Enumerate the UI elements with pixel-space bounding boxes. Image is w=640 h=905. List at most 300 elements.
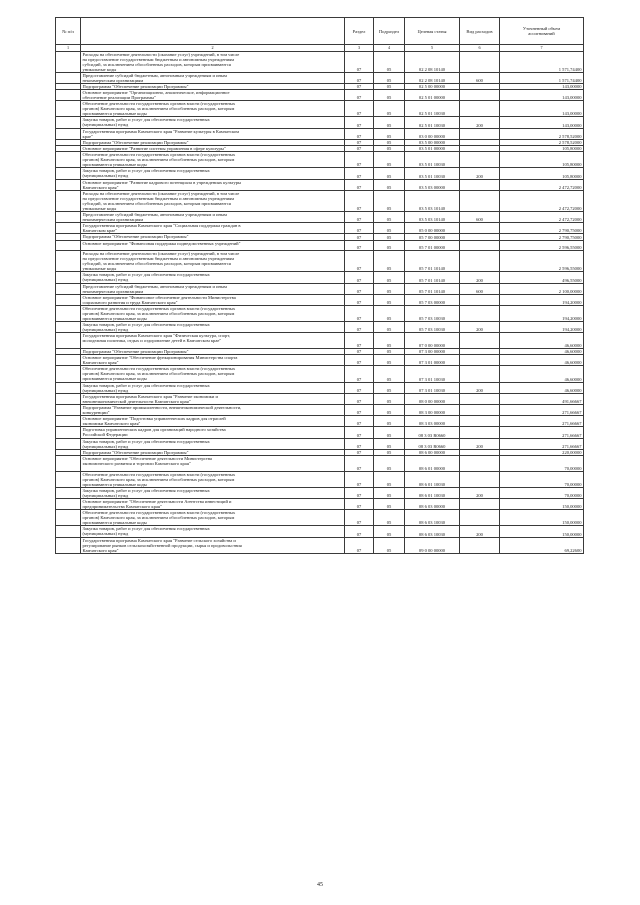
row-name-cell: Предоставление субсидий бюджетным, автономным учреждениям и иным некоммерческим организациям (81, 211, 345, 222)
row-subsection-cell: 05 (374, 305, 405, 321)
row-amount-cell: 2 578,52000 (500, 139, 584, 145)
row-amount-cell: 143,00000 (500, 83, 584, 89)
table-row (56, 90, 584, 101)
document-sheet (55, 17, 583, 554)
row-section-cell: 07 (345, 139, 374, 145)
row-subsection-cell: 05 (374, 404, 405, 415)
row-expense-type-cell (460, 416, 500, 427)
row-number-cell (56, 168, 81, 179)
row-amount-cell: 46,60000 (500, 333, 584, 349)
row-name-cell: Закупка товаров, работ и услуг для обеспечения государственных (муниципальных) нужд (81, 438, 345, 449)
row-target-article-cell: 08 3 00 00000 (405, 404, 460, 415)
row-name-cell: Основное мероприятие "Финансовое обеспечение деятельности Министерства социального развития и труда Камчатского края" (81, 294, 345, 305)
table-row (56, 382, 584, 393)
row-subsection-cell: 05 (374, 168, 405, 179)
row-name-cell: Подпрограмма "Обеспечение реализации Программы" (81, 83, 345, 89)
row-amount-cell: 2 578,52000 (500, 128, 584, 139)
table-row (56, 101, 584, 117)
header-num: № п/п (56, 18, 81, 45)
row-number-cell (56, 498, 81, 509)
row-amount-cell: 194,20000 (500, 294, 584, 305)
row-number-cell (56, 128, 81, 139)
row-target-article-cell: 03 0 00 00000 (405, 128, 460, 139)
row-subsection-cell: 05 (374, 355, 405, 366)
row-target-article-cell: 07 0 00 00000 (405, 333, 460, 349)
row-name-cell: Государственная программа Камчатского края "Развитие экономики и внешнеэкономической деятельности Камчатского края" (81, 393, 345, 404)
row-section-cell: 07 (345, 146, 374, 152)
row-amount-cell: 491,66667 (500, 393, 584, 404)
row-expense-type-cell: 200 (460, 117, 500, 128)
row-subsection-cell: 05 (374, 223, 405, 234)
table-row (56, 526, 584, 537)
row-name-cell: Государственная программа Камчатского края "Развитие сельского хозяйства и регулирование рынков сельскохозяйственной продукции, сырья и продовольствия Камчатского края" (81, 537, 345, 553)
row-section-cell: 07 (345, 294, 374, 305)
row-number-cell (56, 117, 81, 128)
row-name-cell: Государственная программа Камчатского края "Развитие культуры в Камчатском крае" (81, 128, 345, 139)
column-number: 3 (345, 45, 374, 52)
row-section-cell: 07 (345, 349, 374, 355)
row-target-article-cell: 05 7 01 00000 (405, 240, 460, 251)
row-number-cell (56, 272, 81, 283)
row-subsection-cell: 05 (374, 83, 405, 89)
row-subsection-cell: 05 (374, 333, 405, 349)
table-row (56, 537, 584, 553)
row-number-cell (56, 211, 81, 222)
table-row (56, 190, 584, 211)
row-subsection-cell: 05 (374, 251, 405, 272)
row-amount-cell: 69,22600 (500, 537, 584, 553)
row-section-cell: 07 (345, 416, 374, 427)
row-target-article-cell: 05 7 03 10030 (405, 305, 460, 321)
column-number: 7 (500, 45, 584, 52)
row-target-article-cell: 08 6 03 10030 (405, 510, 460, 526)
row-section-cell: 07 (345, 393, 374, 404)
row-number-cell (56, 382, 81, 393)
row-expense-type-cell (460, 366, 500, 382)
row-number-cell (56, 90, 81, 101)
row-section-cell: 07 (345, 117, 374, 128)
row-number-cell (56, 179, 81, 190)
table-row (56, 211, 584, 222)
row-target-article-cell: 07 3 01 10030 (405, 382, 460, 393)
row-number-cell (56, 355, 81, 366)
row-name-cell: Предоставление субсидий бюджетным, автономным учреждениям и иным некоммерческим организациям (81, 72, 345, 83)
row-amount-cell: 46,60000 (500, 349, 584, 355)
table-row (56, 152, 584, 168)
row-name-cell: Основное мероприятие "Обеспечение деятельности Агентства инвестиций и предпринимательства Камчатского края" (81, 498, 345, 509)
table-row (56, 179, 584, 190)
row-name-cell: Закупка товаров, работ и услуг для обеспечения государственных (муниципальных) нужд (81, 272, 345, 283)
row-name-cell: Расходы на обеспечение деятельности (оказание услуг) учреждений, в том числе на предоставление государственным бюджетным и автономным учреждениям субсидий, за исключением обособленных расходов, которым присваиваются уникальные коды (81, 190, 345, 211)
row-expense-type-cell (460, 101, 500, 117)
row-name-cell: Основное мероприятие "Организационно, аналитическое, информационное обеспечение реализации Программы" (81, 90, 345, 101)
row-expense-type-cell (460, 223, 500, 234)
row-expense-type-cell (460, 510, 500, 526)
row-section-cell: 07 (345, 382, 374, 393)
table-row (56, 168, 584, 179)
row-number-cell (56, 240, 81, 251)
row-number-cell (56, 72, 81, 83)
row-target-article-cell: 05 7 01 10140 (405, 251, 460, 272)
row-name-cell: Основное мероприятие "Развитие кадрового потенциала в учреждениях культуры Камчатского края" (81, 179, 345, 190)
table-body (56, 51, 584, 553)
row-section-cell: 07 (345, 283, 374, 294)
table-row (56, 355, 584, 366)
row-name-cell: Подпрограмма "Обеспечение реализации Программы" (81, 349, 345, 355)
row-name-cell: Основное мероприятие "Финансовая поддержка подведомственных учреждений" (81, 240, 345, 251)
row-target-article-cell: 09 0 00 00000 (405, 537, 460, 553)
row-subsection-cell: 05 (374, 190, 405, 211)
row-target-article-cell: 05 7 00 00000 (405, 234, 460, 240)
table-row (56, 272, 584, 283)
row-name-cell: Обеспечение деятельности государственных органов власти (государственных органов) Камчатского края, за исключением обособленных расходов, которым присваиваются уникальные коды (81, 366, 345, 382)
row-subsection-cell: 05 (374, 234, 405, 240)
row-amount-cell: 2 472,72000 (500, 190, 584, 211)
row-subsection-cell: 05 (374, 438, 405, 449)
row-expense-type-cell: 200 (460, 526, 500, 537)
row-name-cell: Предоставление субсидий бюджетным, автономным учреждениям и иным некоммерческим организациям (81, 283, 345, 294)
row-subsection-cell: 05 (374, 498, 405, 509)
row-name-cell: Обеспечение деятельности государственных органов власти (государственных органов) Камчатского края, за исключением обособленных расходов, которым присваиваются уникальные коды (81, 305, 345, 321)
row-section-cell: 07 (345, 101, 374, 117)
row-name-cell: Обеспечение деятельности государственных органов власти (государственных органов) Камчатского края, за исключением обособленных расходов, которым присваиваются уникальные коды (81, 152, 345, 168)
row-subsection-cell: 05 (374, 179, 405, 190)
row-amount-cell: 70,00000 (500, 455, 584, 471)
row-name-cell: Обеспечение деятельности государственных органов власти (государственных органов) Камчатского края, за исключением обособленных расходов, которым присваиваются уникальные коды (81, 510, 345, 526)
column-number: 2 (81, 45, 345, 52)
row-amount-cell: 271,66667 (500, 427, 584, 438)
row-section-cell: 07 (345, 251, 374, 272)
table-row (56, 333, 584, 349)
header-amount: Уточненный объем ассигнований (500, 18, 584, 45)
row-target-article-cell: 02 5 01 10030 (405, 117, 460, 128)
row-target-article-cell: 03 5 01 10030 (405, 168, 460, 179)
row-expense-type-cell (460, 294, 500, 305)
row-target-article-cell: 08 6 01 00000 (405, 455, 460, 471)
row-name-cell: Основное мероприятие "Обеспечение функционирования Министерства спорта Камчатского края" (81, 355, 345, 366)
row-number-cell (56, 283, 81, 294)
row-section-cell: 07 (345, 72, 374, 83)
row-expense-type-cell: 600 (460, 72, 500, 83)
row-subsection-cell: 05 (374, 526, 405, 537)
row-subsection-cell: 05 (374, 294, 405, 305)
row-number-cell (56, 190, 81, 211)
row-name-cell: Основное мероприятие "Обеспечение деятельности Министерства экономического развития и торговли Камчатского края" (81, 455, 345, 471)
header-section: Раздел (345, 18, 374, 45)
row-subsection-cell: 05 (374, 146, 405, 152)
row-subsection-cell: 05 (374, 537, 405, 553)
row-target-article-cell: 08 6 03 00000 (405, 498, 460, 509)
row-section-cell: 07 (345, 471, 374, 487)
row-name-cell: Закупка товаров, работ и услуг для обеспечения государственных (муниципальных) нужд (81, 322, 345, 333)
row-subsection-cell: 05 (374, 51, 405, 72)
row-section-cell: 07 (345, 223, 374, 234)
row-target-article-cell: 07 3 00 00000 (405, 349, 460, 355)
row-section-cell: 07 (345, 90, 374, 101)
row-amount-cell: 1 571,74400 (500, 72, 584, 83)
table-row (56, 72, 584, 83)
row-expense-type-cell: 200 (460, 382, 500, 393)
row-expense-type-cell (460, 333, 500, 349)
row-target-article-cell: 02 5 01 10030 (405, 101, 460, 117)
row-name-cell: Закупка товаров, работ и услуг для обеспечения государственных (муниципальных) нужд (81, 382, 345, 393)
row-name-cell: Подготовка управленческих кадров для организаций народного хозяйства Российской Федерации (81, 427, 345, 438)
row-number-cell (56, 455, 81, 471)
row-subsection-cell: 05 (374, 510, 405, 526)
row-target-article-cell: 08 6 03 10030 (405, 526, 460, 537)
row-subsection-cell: 05 (374, 427, 405, 438)
row-number-cell (56, 294, 81, 305)
row-subsection-cell: 05 (374, 211, 405, 222)
row-section-cell: 07 (345, 404, 374, 415)
row-amount-cell: 1 571,74400 (500, 51, 584, 72)
row-target-article-cell: 08 3 03 R0660 (405, 438, 460, 449)
row-amount-cell: 2 596,55000 (500, 251, 584, 272)
row-section-cell: 07 (345, 526, 374, 537)
column-number: 1 (56, 45, 81, 52)
row-name-cell: Подпрограмма "Обеспечение реализации Программы" (81, 234, 345, 240)
row-section-cell: 07 (345, 498, 374, 509)
row-name-cell: Государственная программа Камчатского края "Социальная поддержка граждан в Камчатском крае" (81, 223, 345, 234)
row-name-cell: Обеспечение деятельности государственных органов власти (государственных органов) Камчатского края, за исключением обособленных расходов, которым присваиваются уникальные коды (81, 101, 345, 117)
table-row (56, 305, 584, 321)
budget-allocation-table (55, 17, 584, 554)
row-number-cell (56, 393, 81, 404)
row-number-cell (56, 101, 81, 117)
row-section-cell: 07 (345, 355, 374, 366)
row-subsection-cell: 05 (374, 128, 405, 139)
row-amount-cell: 2 790,75000 (500, 223, 584, 234)
row-amount-cell: 194,20000 (500, 322, 584, 333)
row-expense-type-cell (460, 90, 500, 101)
row-amount-cell: 271,66667 (500, 438, 584, 449)
row-name-cell: Закупка товаров, работ и услуг для обеспечения государственных (муниципальных) нужд (81, 168, 345, 179)
row-section-cell: 07 (345, 152, 374, 168)
row-subsection-cell: 05 (374, 272, 405, 283)
column-number: 5 (405, 45, 460, 52)
row-number-cell (56, 366, 81, 382)
row-expense-type-cell (460, 471, 500, 487)
row-target-article-cell: 05 7 01 10140 (405, 283, 460, 294)
table-row (56, 51, 584, 72)
row-expense-type-cell (460, 498, 500, 509)
row-target-article-cell: 03 5 01 00000 (405, 146, 460, 152)
table-row (56, 498, 584, 509)
page-number: 45 (317, 882, 323, 888)
row-number-cell (56, 404, 81, 415)
header-expense-type: Вид расходов (460, 18, 500, 45)
row-amount-cell: 271,66667 (500, 404, 584, 415)
row-number-cell (56, 537, 81, 553)
row-amount-cell: 220,00000 (500, 449, 584, 455)
row-number-cell (56, 510, 81, 526)
row-name-cell: Обеспечение деятельности государственных органов власти (государственных органов) Камчатского края, за исключением обособленных расходов, которым присваиваются уникальные коды (81, 471, 345, 487)
row-expense-type-cell (460, 427, 500, 438)
row-section-cell: 07 (345, 537, 374, 553)
row-target-article-cell: 07 3 01 00000 (405, 355, 460, 366)
row-section-cell: 07 (345, 272, 374, 283)
table-row (56, 487, 584, 498)
row-section-cell: 07 (345, 455, 374, 471)
row-amount-cell: 2 596,55000 (500, 240, 584, 251)
row-name-cell: Расходы на обеспечение деятельности (оказание услуг) учреждений, в том числе на предоставление государственным бюджетным и автономным учреждениям субсидий, за исключением обособленных расходов, которым присваиваются уникальные коды (81, 251, 345, 272)
row-target-article-cell: 03 5 03 10140 (405, 190, 460, 211)
row-number-cell (56, 438, 81, 449)
row-expense-type-cell (460, 51, 500, 72)
row-amount-cell: 2 100,00000 (500, 283, 584, 294)
row-section-cell: 07 (345, 83, 374, 89)
row-amount-cell: 46,60000 (500, 355, 584, 366)
row-number-cell (56, 223, 81, 234)
row-section-cell: 07 (345, 240, 374, 251)
row-subsection-cell: 05 (374, 393, 405, 404)
row-target-article-cell: 08 3 03 00000 (405, 416, 460, 427)
row-target-article-cell: 08 6 00 00000 (405, 449, 460, 455)
row-number-cell (56, 322, 81, 333)
row-number-cell (56, 251, 81, 272)
row-amount-cell: 143,00000 (500, 90, 584, 101)
table-row (56, 283, 584, 294)
row-number-cell (56, 416, 81, 427)
row-section-cell: 07 (345, 168, 374, 179)
row-section-cell: 07 (345, 510, 374, 526)
row-expense-type-cell: 200 (460, 438, 500, 449)
table-row (56, 128, 584, 139)
row-expense-type-cell: 200 (460, 168, 500, 179)
row-target-article-cell: 03 5 03 00000 (405, 179, 460, 190)
row-expense-type-cell (460, 537, 500, 553)
row-subsection-cell: 05 (374, 152, 405, 168)
row-number-cell (56, 152, 81, 168)
row-target-article-cell: 05 7 01 10140 (405, 272, 460, 283)
row-section-cell: 07 (345, 333, 374, 349)
row-target-article-cell: 08 3 03 R0660 (405, 427, 460, 438)
table-row (56, 223, 584, 234)
row-subsection-cell: 05 (374, 349, 405, 355)
row-target-article-cell: 02 2 08 10140 (405, 51, 460, 72)
table-row (56, 240, 584, 251)
row-target-article-cell: 05 7 03 10030 (405, 322, 460, 333)
row-expense-type-cell (460, 393, 500, 404)
row-section-cell: 07 (345, 449, 374, 455)
row-section-cell: 07 (345, 190, 374, 211)
row-name-cell: Подпрограмма "Развитие промышленности, внешнеэкономической деятельности, конкуренции" (81, 404, 345, 415)
row-section-cell: 07 (345, 234, 374, 240)
header-target-article: Целевая статья (405, 18, 460, 45)
table-header-row (56, 18, 584, 45)
row-amount-cell: 105,80000 (500, 168, 584, 179)
row-target-article-cell: 03 5 00 00000 (405, 139, 460, 145)
row-amount-cell: 70,00000 (500, 471, 584, 487)
table-row (56, 455, 584, 471)
header-subsection: Подраздел (374, 18, 405, 45)
row-subsection-cell: 05 (374, 101, 405, 117)
table-row (56, 393, 584, 404)
row-target-article-cell: 03 5 01 10030 (405, 152, 460, 168)
row-target-article-cell: 08 6 01 10030 (405, 487, 460, 498)
table-row (56, 438, 584, 449)
row-expense-type-cell (460, 305, 500, 321)
row-expense-type-cell: 200 (460, 272, 500, 283)
row-amount-cell: 496,55000 (500, 272, 584, 283)
row-name-cell: Основное мероприятие "Подготовка управленческих кадров для отраслей экономики Камчатского края" (81, 416, 345, 427)
table-row (56, 117, 584, 128)
row-name-cell: Закупка товаров, работ и услуг для обеспечения государственных (муниципальных) нужд (81, 526, 345, 537)
row-name-cell: Подпрограмма "Обеспечение реализации Программы" (81, 139, 345, 145)
row-subsection-cell: 05 (374, 471, 405, 487)
row-amount-cell: 46,60000 (500, 382, 584, 393)
row-number-cell (56, 51, 81, 72)
row-number-cell (56, 427, 81, 438)
row-number-cell (56, 526, 81, 537)
row-section-cell: 07 (345, 487, 374, 498)
row-target-article-cell: 02 5 00 00000 (405, 83, 460, 89)
row-subsection-cell: 05 (374, 139, 405, 145)
column-number: 4 (374, 45, 405, 52)
row-subsection-cell: 05 (374, 90, 405, 101)
row-section-cell: 07 (345, 305, 374, 321)
row-subsection-cell: 05 (374, 366, 405, 382)
row-section-cell: 07 (345, 51, 374, 72)
table-row (56, 294, 584, 305)
row-amount-cell: 46,60000 (500, 366, 584, 382)
row-subsection-cell: 05 (374, 117, 405, 128)
row-expense-type-cell: 200 (460, 487, 500, 498)
row-amount-cell: 194,20000 (500, 305, 584, 321)
row-expense-type-cell (460, 455, 500, 471)
row-amount-cell: 150,00000 (500, 526, 584, 537)
row-section-cell: 07 (345, 128, 374, 139)
row-expense-type-cell (460, 179, 500, 190)
row-target-article-cell: 08 0 00 00000 (405, 393, 460, 404)
row-subsection-cell: 05 (374, 240, 405, 251)
row-target-article-cell: 08 6 01 10030 (405, 471, 460, 487)
table-row (56, 471, 584, 487)
row-target-article-cell: 02 5 01 00000 (405, 90, 460, 101)
row-name-cell: Государственная программа Камчатского края "Физическая культура, спорт, молодежная политика, отдых и оздоровление детей в Камчатском крае" (81, 333, 345, 349)
row-name-cell: Расходы на обеспечение деятельности (оказание услуг) учреждений, в том числе на предоставление государственным бюджетным и автономным учреждениям субсидий, за исключением обособленных расходов, которым присваиваются уникальные коды (81, 51, 345, 72)
row-target-article-cell: 02 2 08 10140 (405, 72, 460, 83)
row-target-article-cell: 07 3 01 10030 (405, 366, 460, 382)
column-number: 6 (460, 45, 500, 52)
row-name-cell: Основное мероприятие "Развитие системы управления в сфере культуры" (81, 146, 345, 152)
row-number-cell (56, 487, 81, 498)
row-subsection-cell: 05 (374, 487, 405, 498)
row-amount-cell: 143,00000 (500, 117, 584, 128)
row-subsection-cell: 05 (374, 72, 405, 83)
row-amount-cell: 143,00000 (500, 101, 584, 117)
row-subsection-cell: 05 (374, 283, 405, 294)
row-amount-cell: 70,00000 (500, 487, 584, 498)
row-amount-cell: 271,66667 (500, 416, 584, 427)
row-expense-type-cell (460, 240, 500, 251)
row-subsection-cell: 05 (374, 322, 405, 333)
row-section-cell: 07 (345, 366, 374, 382)
table-row (56, 366, 584, 382)
row-number-cell (56, 333, 81, 349)
row-subsection-cell: 05 (374, 382, 405, 393)
table-row (56, 251, 584, 272)
table-row (56, 404, 584, 415)
header-name (81, 18, 345, 45)
row-expense-type-cell: 200 (460, 322, 500, 333)
row-expense-type-cell (460, 152, 500, 168)
row-amount-cell: 2 472,72000 (500, 211, 584, 222)
row-number-cell (56, 471, 81, 487)
row-target-article-cell: 05 0 00 00000 (405, 223, 460, 234)
row-amount-cell: 150,00000 (500, 510, 584, 526)
row-expense-type-cell (460, 355, 500, 366)
